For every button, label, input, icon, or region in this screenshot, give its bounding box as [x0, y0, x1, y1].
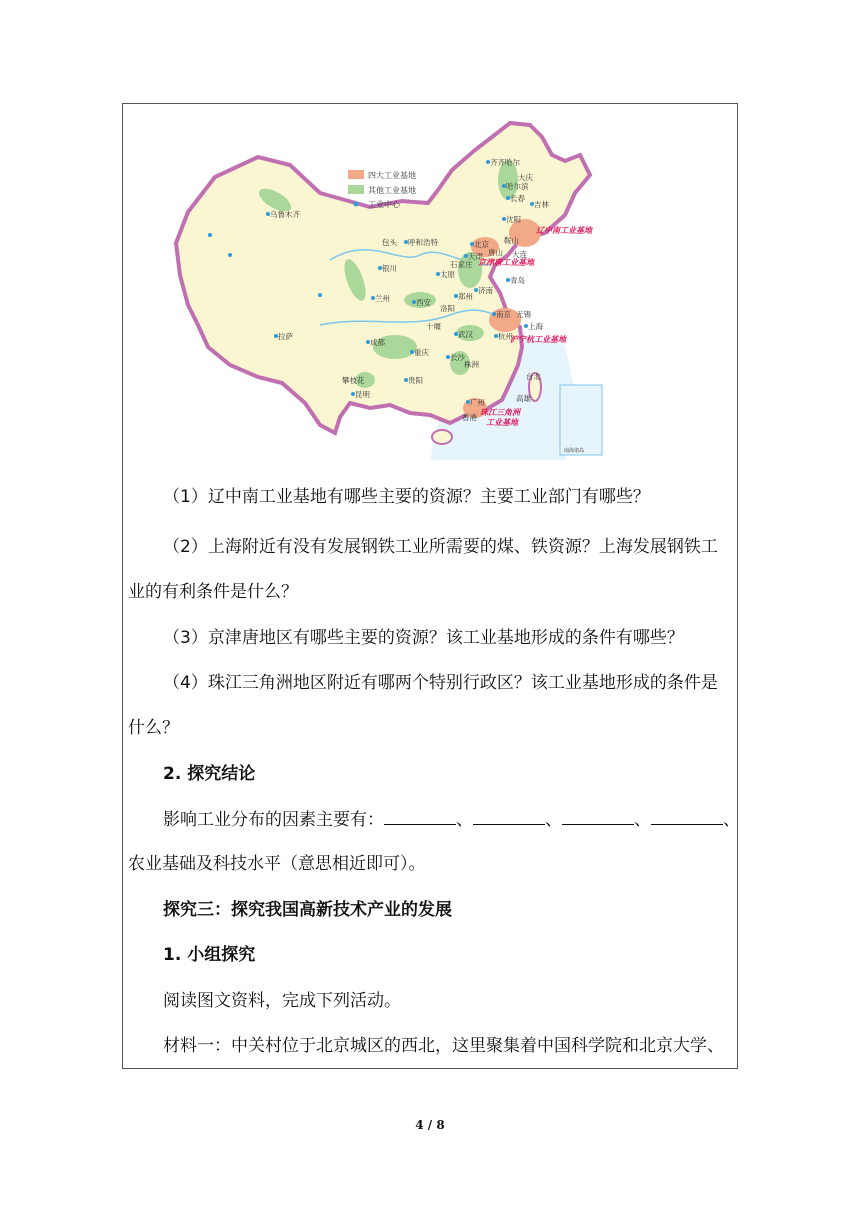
legend-center: 工业中心 — [368, 200, 400, 209]
question-4-cont: 什么？ — [128, 718, 179, 738]
city-taipei: 台北 — [526, 372, 541, 381]
hainan-island — [432, 430, 452, 444]
city-kunming: 昆明 — [355, 390, 370, 399]
legend-swatch-major — [348, 170, 364, 179]
dot — [454, 332, 458, 336]
question-3: （3）京津唐地区有哪些主要的资源？该工业基地形成的条件有哪些？ — [163, 628, 684, 648]
city-guiyang: 贵阳 — [408, 376, 423, 385]
conclusion-line1 — [163, 808, 740, 831]
dot — [502, 217, 506, 221]
city-shanghai: 上海 — [528, 322, 543, 331]
conclusion-prefix: 影响工业分布的因素主要有： — [163, 810, 384, 830]
legend-major: 四大工业基地 — [368, 171, 416, 180]
dot — [486, 160, 490, 164]
city-tangshan: 唐山 — [488, 248, 503, 257]
city-beijing: 北京 — [474, 240, 489, 249]
city-shijiazhuang: 石家庄 — [450, 260, 473, 269]
city-hohhot: 呼和浩特 — [408, 238, 438, 247]
dot — [530, 202, 534, 206]
city-kaohsiung: 高雄 — [516, 394, 531, 403]
city-hongkong: 香港 — [462, 413, 477, 422]
city-zhuzhou: 株洲 — [464, 360, 479, 369]
city-dalian: 大连 — [512, 250, 527, 259]
city-zhengzhou: 郑州 — [458, 292, 473, 301]
material-1: 材料一：中关村位于北京城区的西北，这里聚集着中国科学院和北京大学、 — [163, 1036, 724, 1056]
dot — [446, 355, 450, 359]
dot — [506, 278, 510, 282]
dot — [470, 242, 474, 246]
separator: 、 — [634, 810, 651, 830]
inset-label: 南海诸岛 — [564, 448, 585, 454]
conclusion-line2: 农业基础及科技水平（意思相近即可）。 — [128, 854, 426, 874]
dot — [228, 253, 232, 257]
dot — [506, 196, 510, 200]
city-jinan: 济南 — [478, 286, 493, 295]
label-jingjintang: 京津唐工业基地 — [478, 258, 534, 267]
dot — [366, 340, 370, 344]
label-pearl-delta-2: 工业基地 — [486, 418, 518, 427]
city-qingdao: 青岛 — [510, 276, 525, 285]
city-harbin: 哈尔滨 — [506, 182, 529, 191]
city-tianjin: 天津 — [468, 252, 483, 261]
dot — [378, 266, 382, 270]
dot — [436, 272, 440, 276]
china-industry-map — [170, 115, 610, 460]
legend-dot — [354, 202, 359, 207]
city-wuhan: 武汉 — [458, 330, 473, 339]
dot — [318, 293, 322, 297]
dot — [266, 212, 270, 216]
city-luoyang: 洛阳 — [440, 304, 455, 313]
dot — [412, 300, 416, 304]
dot — [492, 312, 496, 316]
city-qiqihar: 齐齐哈尔 — [490, 158, 520, 167]
blank-4[interactable] — [651, 808, 723, 825]
dot — [351, 392, 355, 396]
city-jilin: 吉林 — [534, 200, 549, 209]
city-chengdu: 成都 — [370, 338, 385, 347]
city-panzhihua: 攀枝花 — [342, 376, 365, 385]
dot — [404, 378, 408, 382]
dot — [371, 296, 375, 300]
question-4: （4）珠江三角洲地区附近有哪两个特别行政区？该工业基地形成的条件是 — [163, 673, 718, 693]
city-chongqing: 重庆 — [414, 348, 429, 357]
dot — [208, 233, 212, 237]
dot — [502, 184, 506, 188]
dot — [274, 334, 278, 338]
page-number: 4 / 8 — [415, 1118, 445, 1132]
separator: 、 — [723, 810, 740, 830]
legend-swatch-other — [348, 185, 364, 194]
city-xian: 西安 — [416, 298, 431, 307]
separator: 、 — [545, 810, 562, 830]
blank-2[interactable] — [473, 808, 545, 825]
dot — [464, 254, 468, 258]
blank-3[interactable] — [562, 808, 634, 825]
city-changchun: 长春 — [510, 194, 525, 203]
question-2-cont: 业的有利条件是什么？ — [128, 582, 298, 602]
city-lanzhou: 兰州 — [375, 294, 390, 303]
separator: 、 — [456, 810, 473, 830]
city-hangzhou: 杭州 — [498, 332, 513, 341]
city-baotou: 包头 — [382, 238, 397, 247]
city-nanjing: 南京 — [496, 310, 511, 319]
city-daqing: 大庆 — [518, 173, 533, 182]
city-anshan: 鞍山 — [504, 236, 519, 245]
dot — [466, 400, 470, 404]
city-shiyan: 十堰 — [426, 322, 441, 331]
dot — [474, 288, 478, 292]
city-urumqi: 乌鲁木齐 — [270, 210, 300, 219]
label-huninghang: 沪宁杭工业基地 — [510, 335, 566, 344]
blank-1[interactable] — [384, 808, 456, 825]
city-wuxi: 无锡 — [516, 310, 531, 319]
city-shenyang: 沈阳 — [506, 215, 521, 224]
section3-heading: 探究三：探究我国高新技术产业的发展 — [163, 900, 452, 920]
section3-subheading: 1. 小组探究 — [163, 945, 256, 965]
city-changsha: 长沙 — [450, 353, 465, 362]
south-sea-inset — [560, 385, 602, 455]
city-yinchuan: 银川 — [382, 264, 397, 273]
dot — [524, 324, 528, 328]
question-1: （1）辽中南工业基地有哪些主要的资源？主要工业部门有哪些？ — [163, 487, 650, 507]
conclusion-heading: 2. 探究结论 — [163, 764, 256, 784]
dot — [410, 350, 414, 354]
label-liaozhongnan: 辽中南工业基地 — [536, 226, 592, 235]
legend-other: 其他工业基地 — [368, 186, 416, 195]
city-taiyuan: 太原 — [440, 270, 455, 279]
city-guangzhou: 广州 — [470, 398, 485, 407]
dot — [404, 240, 408, 244]
dot — [454, 294, 458, 298]
question-2: （2）上海附近有没有发展钢铁工业所需要的煤、铁资源？上海发展钢铁工 — [163, 537, 718, 557]
city-lhasa: 拉萨 — [278, 332, 293, 341]
dot — [494, 334, 498, 338]
label-pearl-delta: 珠江三角洲 — [480, 408, 520, 417]
section3-intro: 阅读图文资料，完成下列活动。 — [163, 991, 401, 1011]
